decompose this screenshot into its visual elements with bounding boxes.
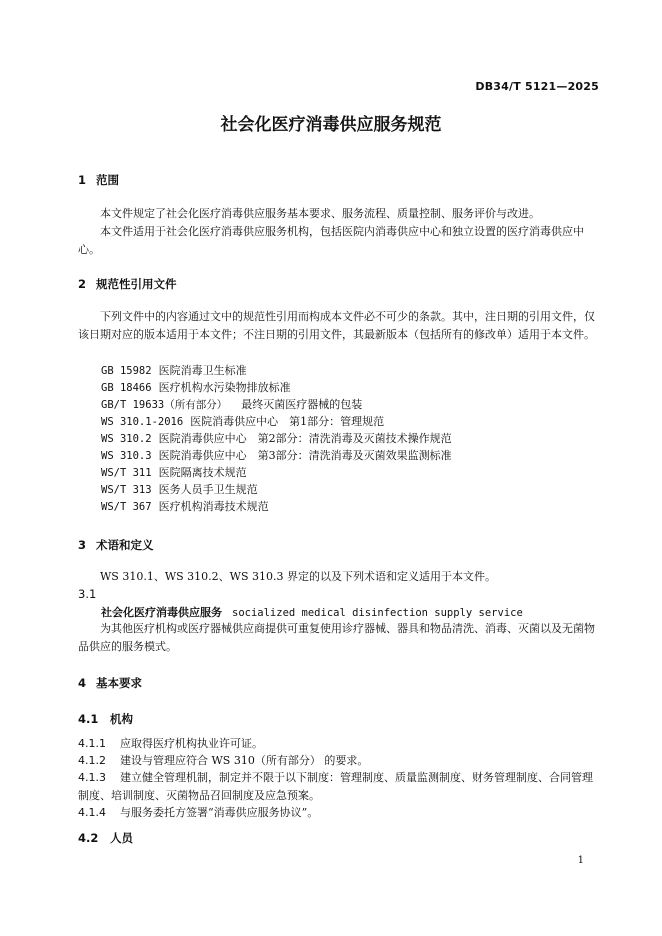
reference-code: WS 310.2 bbox=[101, 433, 152, 445]
term-label bbox=[101, 604, 523, 620]
term-chinese: 社会化医疗消毒供应服务 bbox=[101, 606, 222, 619]
reference-item bbox=[101, 413, 384, 429]
clause-item bbox=[78, 769, 602, 805]
scope-paragraph-1: 本文件规定了社会化医疗消毒供应服务基本要求、服务流程、质量控制、服务评价与改进。 bbox=[100, 207, 540, 220]
clause-text: 建立健全管理机制，制定并不限于以下制度：管理制度、质量监测制度、财务管理制度、合同管理制度、培训制度、灭菌物品召回制度及应急预案。 bbox=[78, 771, 593, 802]
reference-item bbox=[101, 430, 452, 446]
section-title: 机构 bbox=[110, 712, 133, 726]
clause-number: 4.1.2 bbox=[78, 754, 106, 767]
document-code: DB34/T 5121—2025 bbox=[475, 80, 599, 93]
reference-name: 医院隔离技术规范 bbox=[158, 466, 247, 479]
reference-name: 医疗机构水污染物排放标准 bbox=[158, 381, 291, 394]
clause-text: 与服务委托方签署“消毒供应服务协议”。 bbox=[120, 806, 319, 819]
reference-item bbox=[101, 464, 247, 480]
section-number: 4 bbox=[78, 676, 87, 690]
clause-number: 4.1.4 bbox=[78, 806, 106, 819]
section-number: 3 bbox=[78, 538, 87, 552]
section-2-heading bbox=[78, 276, 177, 292]
reference-item bbox=[101, 362, 247, 378]
reference-item bbox=[101, 396, 362, 412]
clause-item bbox=[78, 804, 602, 822]
scope-paragraph-2: 本文件适用于社会化医疗消毒供应服务机构，包括医院内消毒供应中心和独立设置的医疗消毒供应中心。 bbox=[78, 225, 584, 256]
page-number: 1 bbox=[577, 855, 584, 866]
reference-name: 医务人员手卫生规范 bbox=[158, 483, 258, 496]
section-number: 2 bbox=[78, 277, 87, 291]
section-1-heading bbox=[78, 172, 119, 188]
section-number: 4.2 bbox=[78, 831, 99, 845]
reference-code: GB 18466 bbox=[101, 382, 152, 394]
clause-number: 4.1.1 bbox=[78, 737, 106, 750]
reference-code: WS/T 313 bbox=[101, 484, 152, 496]
reference-item bbox=[101, 379, 291, 395]
terms-intro-paragraph: WS 310.1、WS 310.2、WS 310.3 界定的以及下列术语和定义适用于本文件。 bbox=[100, 570, 496, 583]
reference-name: 医院消毒卫生标准 bbox=[158, 364, 247, 377]
reference-name: 最终灭菌医疗器械的包装 bbox=[241, 398, 363, 411]
reference-item bbox=[101, 481, 258, 497]
section-3-heading bbox=[78, 537, 154, 553]
section-number: 1 bbox=[78, 173, 87, 187]
clause-text: 应取得医疗机构执业许可证。 bbox=[120, 737, 263, 750]
reference-code: GB/T 19633（所有部分） bbox=[101, 399, 228, 411]
section-4-heading bbox=[78, 675, 142, 691]
section-title: 规范性引用文件 bbox=[96, 277, 177, 291]
reference-code: WS 310.1-2016 bbox=[101, 416, 184, 428]
section-4-1-heading bbox=[78, 711, 133, 727]
clause-item bbox=[78, 735, 602, 753]
normative-references-paragraph: 下列文件中的内容通过文中的规范性引用而构成本文件必不可少的条款。其中，注日期的引用文件，仅该日期对应的版本适用于本文件；不注日期的引用文件，其最新版本（包括所有的修改单）适用于本文件。 bbox=[78, 310, 595, 341]
reference-code: GB 15982 bbox=[101, 365, 152, 377]
reference-name: 医院消毒供应中心 第2部分：清洗消毒及灭菌技术操作规范 bbox=[158, 432, 452, 445]
reference-code: WS/T 311 bbox=[101, 467, 152, 479]
section-number: 4.1 bbox=[78, 712, 99, 726]
clause-item bbox=[78, 752, 602, 770]
section-title: 范围 bbox=[96, 173, 119, 187]
reference-code: WS/T 367 bbox=[101, 501, 152, 513]
section-4-2-heading bbox=[78, 830, 133, 846]
term-english: socialized medical disinfection supply service bbox=[232, 607, 523, 619]
reference-name: 医院消毒供应中心 第3部分：清洗消毒及灭菌效果监测标准 bbox=[158, 449, 452, 462]
reference-name: 医院消毒供应中心 第1部分：管理规范 bbox=[190, 415, 385, 428]
term-definition: 为其他医疗机构或医疗器械供应商提供可重复使用诊疗器械、器具和物品清洗、消毒、灭菌以及无菌物品供应的服务模式。 bbox=[78, 622, 595, 653]
clause-text: 建设与管理应符合 WS 310（所有部分） 的要求。 bbox=[120, 754, 369, 767]
reference-name: 医疗机构消毒技术规范 bbox=[158, 500, 269, 513]
section-title: 人员 bbox=[110, 831, 133, 845]
section-title: 术语和定义 bbox=[96, 538, 154, 552]
reference-item bbox=[101, 498, 269, 514]
document-title: 社会化医疗消毒供应服务规范 bbox=[220, 115, 442, 135]
clause-number: 4.1.3 bbox=[78, 771, 106, 784]
section-title: 基本要求 bbox=[96, 676, 142, 690]
reference-code: WS 310.3 bbox=[101, 450, 152, 462]
term-number: 3.1 bbox=[78, 587, 97, 601]
reference-item bbox=[101, 447, 452, 463]
